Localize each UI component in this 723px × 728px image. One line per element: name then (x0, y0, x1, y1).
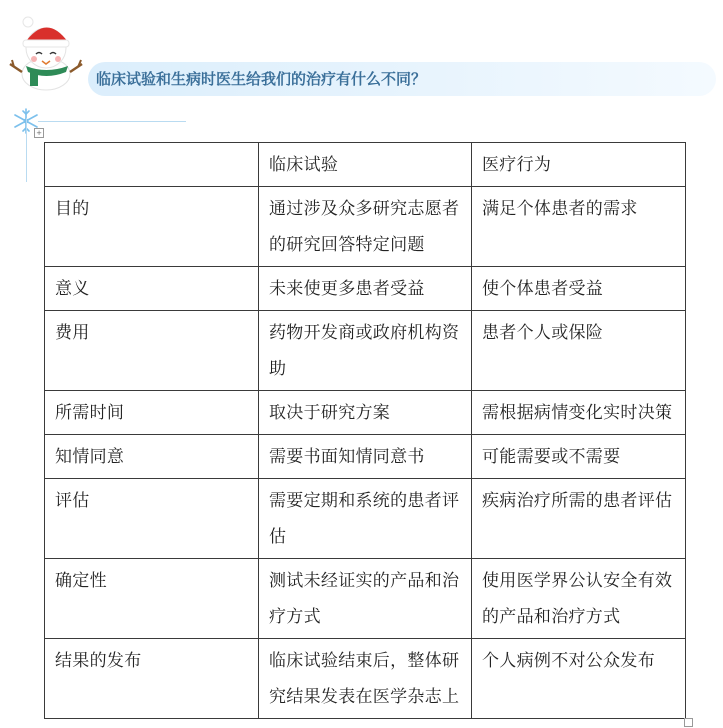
medical-practice-cell: 患者个人或保险 (472, 311, 686, 391)
comparison-table (44, 142, 686, 719)
table-row (45, 479, 686, 559)
table-row (45, 435, 686, 479)
row-label-cell: 费用 (45, 311, 259, 391)
medical-practice-cell: 使个体患者受益 (472, 267, 686, 311)
table-row (45, 267, 686, 311)
page-title: 临床试验和生病时医生给我们的治疗有什么不同？ (96, 70, 427, 88)
table-body (45, 143, 686, 719)
row-label-cell: 目的 (45, 187, 259, 267)
row-label-cell: 所需时间 (45, 391, 259, 435)
table-row (45, 187, 686, 267)
clinical-trial-cell: 需要定期和系统的患者评估 (259, 479, 472, 559)
clinical-trial-cell: 取决于研究方案 (259, 391, 472, 435)
medical-practice-cell: 个人病例不对公众发布 (472, 639, 686, 719)
row-label-cell: 评估 (45, 479, 259, 559)
table-row (45, 559, 686, 639)
row-label-cell: 结果的发布 (45, 639, 259, 719)
header-cell-clinical-trial: 临床试验 (259, 143, 472, 187)
table-header-row (45, 143, 686, 187)
row-label-cell: 意义 (45, 267, 259, 311)
medical-practice-cell: 需根据病情变化实时决策 (472, 391, 686, 435)
medical-practice-cell: 满足个体患者的需求 (472, 187, 686, 267)
table-row (45, 639, 686, 719)
table-row (45, 311, 686, 391)
table-row (45, 391, 686, 435)
medical-practice-cell: 使用医学界公认安全有效的产品和治疗方式 (472, 559, 686, 639)
decorative-line-vertical (26, 118, 27, 182)
header-cell-medical-practice: 医疗行为 (472, 143, 686, 187)
header-cell-empty (45, 143, 259, 187)
snowman-icon (8, 8, 84, 96)
row-label-cell: 确定性 (45, 559, 259, 639)
decorative-line-horizontal (38, 121, 186, 122)
medical-practice-cell: 疾病治疗所需的患者评估 (472, 479, 686, 559)
table-resize-handle[interactable] (684, 718, 693, 727)
clinical-trial-cell: 测试未经证实的产品和治疗方式 (259, 559, 472, 639)
clinical-trial-cell: 药物开发商或政府机构资助 (259, 311, 472, 391)
clinical-trial-cell: 未来使更多患者受益 (259, 267, 472, 311)
clinical-trial-cell: 需要书面知情同意书 (259, 435, 472, 479)
clinical-trial-cell: 通过涉及众多研究志愿者的研究回答特定问题 (259, 187, 472, 267)
row-label-cell: 知情同意 (45, 435, 259, 479)
table-anchor-icon[interactable]: + (34, 128, 44, 138)
medical-practice-cell: 可能需要或不需要 (472, 435, 686, 479)
clinical-trial-cell: 临床试验结束后，整体研究结果发表在医学杂志上 (259, 639, 472, 719)
